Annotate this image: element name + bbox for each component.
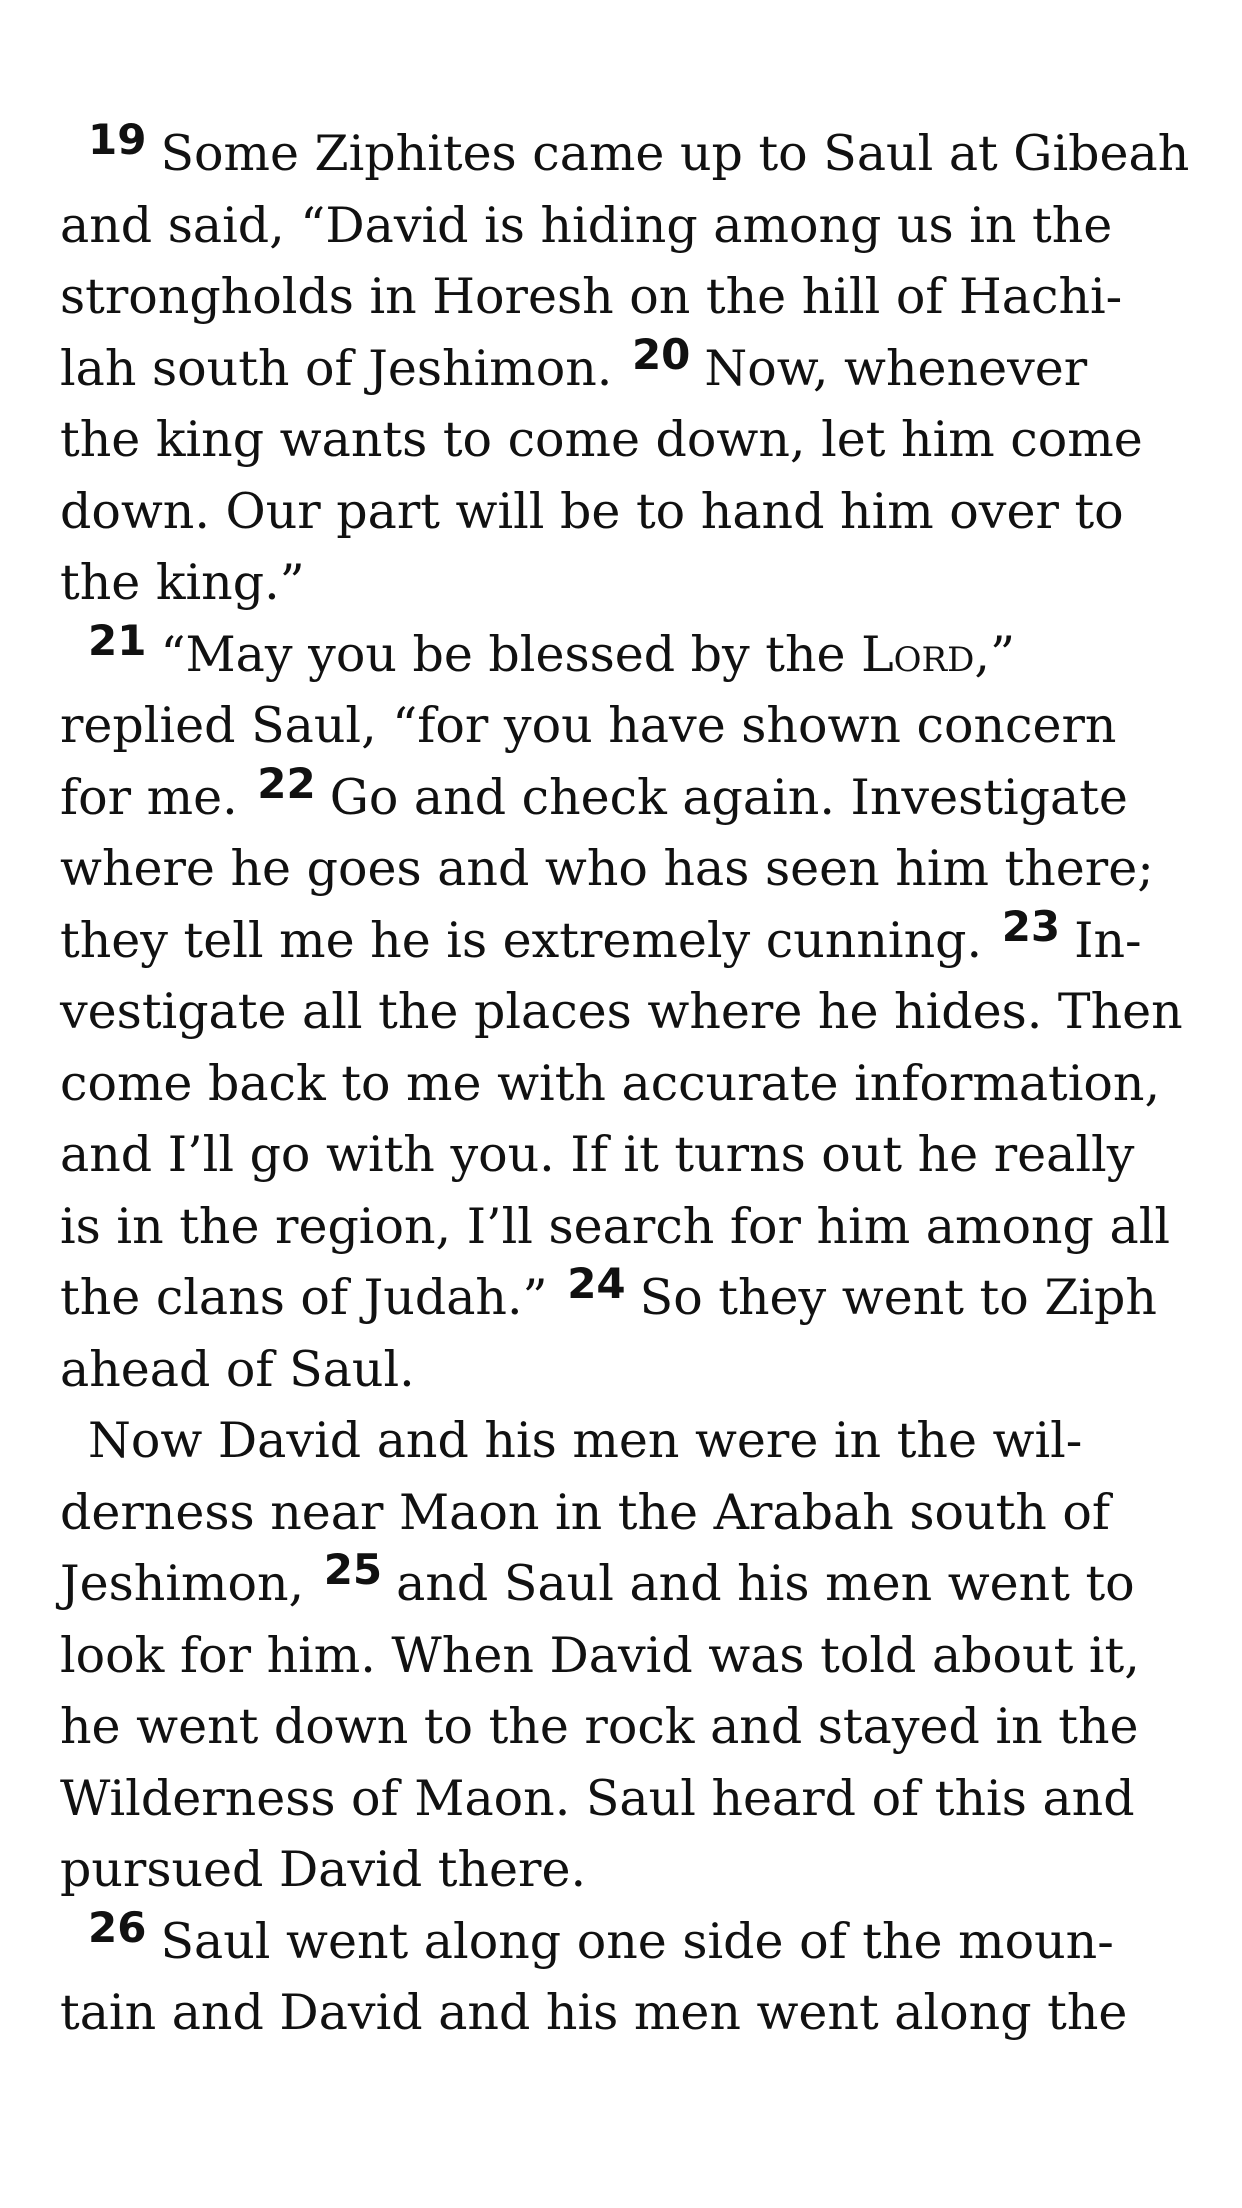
verse-text: Now David and his men were in the wil- bbox=[88, 1412, 1083, 1469]
verse-number: 24 bbox=[567, 1259, 626, 1308]
text-line bbox=[60, 1334, 1190, 1406]
text-line bbox=[60, 1902, 1190, 1978]
verse-text: they tell me he is extremely cunning. bbox=[60, 911, 998, 969]
text-line bbox=[60, 758, 1190, 834]
verse-text: ,” bbox=[974, 625, 1016, 683]
text-line bbox=[60, 476, 1190, 548]
text-line bbox=[60, 1691, 1190, 1763]
verse-text: down. Our part will be to hand him over to bbox=[60, 482, 1124, 540]
text-line bbox=[60, 833, 1190, 905]
text-line bbox=[60, 1834, 1190, 1906]
text-line bbox=[60, 901, 1190, 977]
verse-text: lah south of Jeshimon. bbox=[60, 339, 628, 397]
verse-number: 26 bbox=[88, 1902, 147, 1952]
verse-text: for me. bbox=[60, 768, 254, 826]
text-line bbox=[60, 1620, 1190, 1692]
verse-text: he went down to the rock and stayed in the bbox=[60, 1698, 1139, 1755]
verse-text: look for him. When David was told about it, bbox=[60, 1626, 1140, 1684]
text-line bbox=[60, 1048, 1190, 1120]
text-line bbox=[60, 115, 1190, 190]
verse-text: derness near Maon in the Arabah south of bbox=[60, 1483, 1111, 1541]
text-line bbox=[60, 976, 1190, 1048]
verse-number: 23 bbox=[1001, 901, 1061, 951]
verse-text: where he goes and who has seen him there; bbox=[60, 840, 1154, 897]
verse-text: the king.” bbox=[60, 554, 305, 611]
verse-text: In- bbox=[1074, 911, 1142, 969]
verse-number: 22 bbox=[257, 758, 316, 808]
text-line bbox=[60, 1477, 1190, 1549]
reading-pane[interactable] bbox=[60, 115, 1190, 2049]
text-line bbox=[60, 1405, 1190, 1477]
divine-name-small-caps: Lord bbox=[861, 625, 975, 683]
verse-text: is in the region, I’ll search for him among all bbox=[60, 1197, 1171, 1255]
text-line bbox=[60, 404, 1190, 476]
verse-text: vestigate all the places where he hides. Then bbox=[60, 983, 1183, 1040]
verse-text: So they went to Ziph bbox=[639, 1269, 1157, 1326]
verse-number: 21 bbox=[88, 615, 147, 665]
verse-text: Go and check again. Investigate bbox=[329, 768, 1128, 826]
verse-text: Jeshimon, bbox=[60, 1555, 320, 1612]
verse-text: the king wants to come down, let him come bbox=[60, 411, 1143, 468]
verse-text: tain and David and his men went along the bbox=[60, 1984, 1128, 2041]
verse-text: ahead of Saul. bbox=[60, 1340, 415, 1398]
verse-text: “May you be blessed by the bbox=[160, 625, 862, 683]
verse-text: and I’ll go with you. If it turns out he really bbox=[60, 1126, 1135, 1183]
text-line bbox=[60, 261, 1190, 333]
text-line bbox=[60, 547, 1190, 619]
text-line bbox=[60, 329, 1190, 405]
text-line bbox=[60, 1191, 1190, 1263]
verse-text: and Saul and his men went to bbox=[396, 1555, 1135, 1612]
text-line bbox=[60, 1259, 1190, 1334]
text-line bbox=[60, 190, 1190, 262]
verse-text: Wilderness of Maon. Saul heard of this and bbox=[60, 1769, 1135, 1827]
verse-text: replied Saul, “for you have shown concern bbox=[60, 697, 1117, 754]
verse-number: 19 bbox=[88, 115, 147, 164]
verse-text: pursued David there. bbox=[60, 1841, 587, 1898]
text-line bbox=[60, 1977, 1190, 2049]
verse-number: 25 bbox=[323, 1545, 383, 1594]
verse-text: the clans of Judah.” bbox=[60, 1269, 564, 1326]
verse-text: strongholds in Horesh on the hill of Hachi- bbox=[60, 268, 1123, 325]
verse-text: and said, “David is hiding among us in the bbox=[60, 196, 1113, 254]
verse-text: Saul went along one side of the moun- bbox=[160, 1912, 1114, 1970]
verse-text: Some Ziphites came up to Saul at Gibeah bbox=[160, 125, 1190, 182]
text-line bbox=[60, 1545, 1190, 1620]
verse-text: come back to me with accurate information, bbox=[60, 1054, 1161, 1112]
text-line bbox=[60, 615, 1190, 691]
verse-text: Now, whenever bbox=[704, 339, 1088, 397]
verse-number: 20 bbox=[631, 329, 691, 379]
text-line bbox=[60, 690, 1190, 762]
text-line bbox=[60, 1119, 1190, 1191]
text-line bbox=[60, 1763, 1190, 1835]
